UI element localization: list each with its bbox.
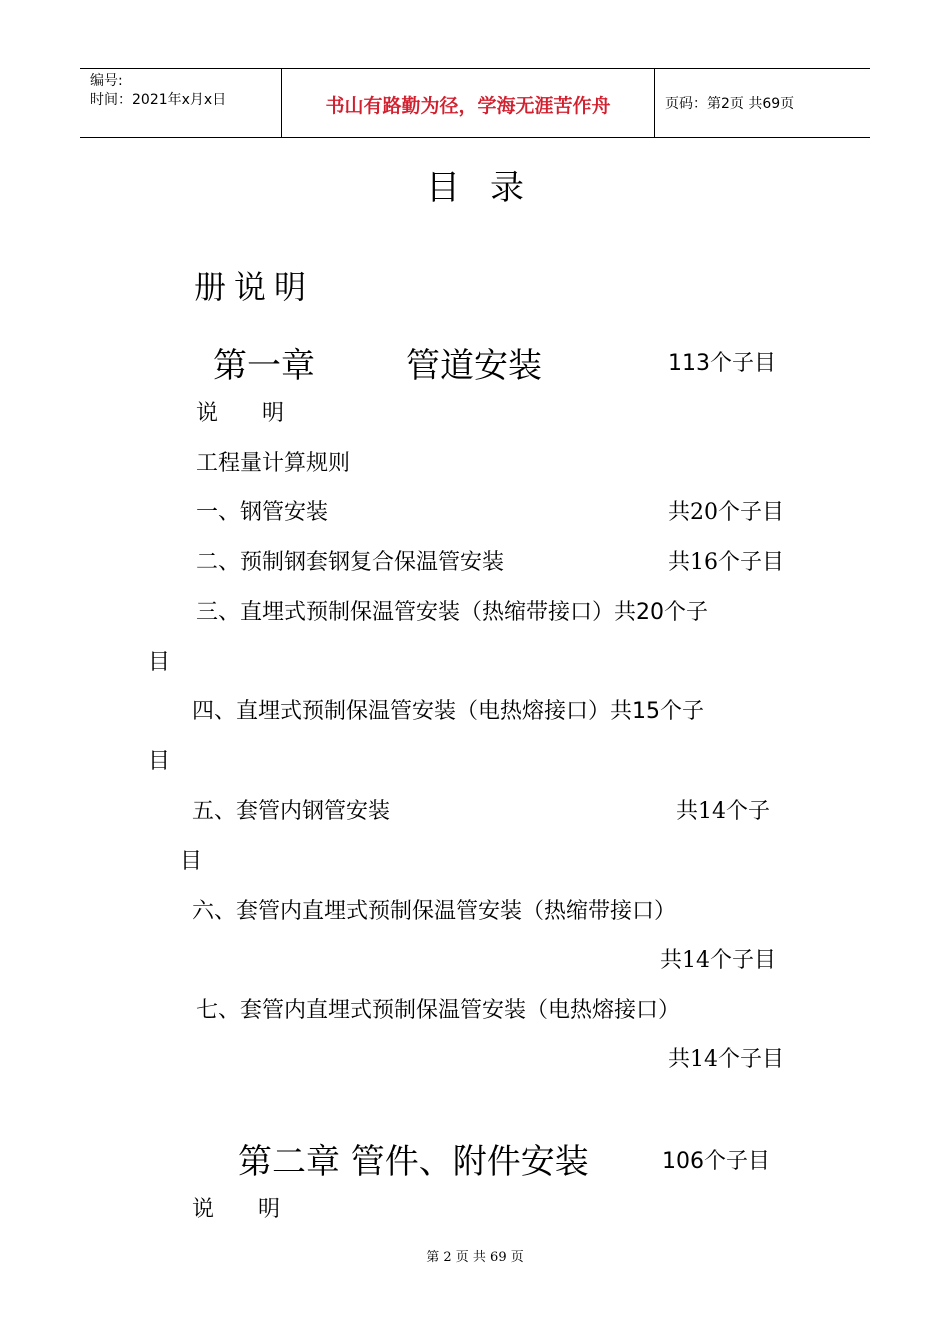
number-label: 编号: xyxy=(90,73,123,89)
toc-entry-2: 二、预制钢套钢复合保温管安装 xyxy=(196,550,505,575)
time-label: 时间：2021年x月x日 xyxy=(90,92,227,108)
toc-title: 目录 xyxy=(426,168,554,208)
toc-entry-notes: 说 明 xyxy=(196,401,285,426)
motto-text: 书山有路勤为径，学海无涯苦作舟 xyxy=(325,95,611,117)
toc-entry-rules: 工程量计算规则 xyxy=(196,451,351,476)
chapter1-title: 第一章 xyxy=(213,346,315,386)
toc-entry-6-count: 共14个子目 xyxy=(660,948,776,973)
page-code: 页码：第2页 共69页 xyxy=(665,96,795,112)
toc-entry-2-count: 共16个子目 xyxy=(668,550,784,575)
book-note-heading: 册说明 xyxy=(194,268,315,306)
toc-entry-3: 三、直埋式预制保温管安装（热缩带接口）共20个子 xyxy=(196,600,708,625)
toc-entry-1: 一、钢管安装 xyxy=(196,500,329,525)
toc-entry-3-wrap: 目 xyxy=(148,650,171,675)
toc-entry-6: 六、套管内直埋式预制保温管安装（热缩带接口） xyxy=(192,899,677,924)
header-info-cell xyxy=(80,69,280,137)
chapter2-notes: 说 明 xyxy=(192,1197,281,1222)
toc-entry-5: 五、套管内钢管安装 xyxy=(192,799,391,824)
chapter2-title: 第二章 管件、附件安装 xyxy=(238,1142,589,1182)
toc-entry-1-count: 共20个子目 xyxy=(668,500,784,525)
page-header xyxy=(80,68,870,138)
toc-entry-4: 四、直埋式预制保温管安装（电热熔接口）共15个子 xyxy=(192,699,704,724)
header-motto-cell xyxy=(281,69,655,137)
chapter1-name: 管道安装 xyxy=(406,346,542,386)
toc-entry-5-count: 共14个子 xyxy=(676,799,770,824)
toc-entry-7: 七、套管内直埋式预制保温管安装（电热熔接口） xyxy=(196,998,681,1023)
chapter1-count: 113个子目 xyxy=(668,351,776,376)
toc-entry-4-wrap: 目 xyxy=(148,749,171,774)
header-page-cell xyxy=(655,69,870,137)
chapter2-count: 106个子目 xyxy=(662,1149,770,1174)
toc-entry-7-count: 共14个子目 xyxy=(668,1047,784,1072)
toc-entry-5-wrap: 目 xyxy=(180,849,203,874)
page-footer: 第 2 页 共 69 页 xyxy=(426,1250,524,1265)
